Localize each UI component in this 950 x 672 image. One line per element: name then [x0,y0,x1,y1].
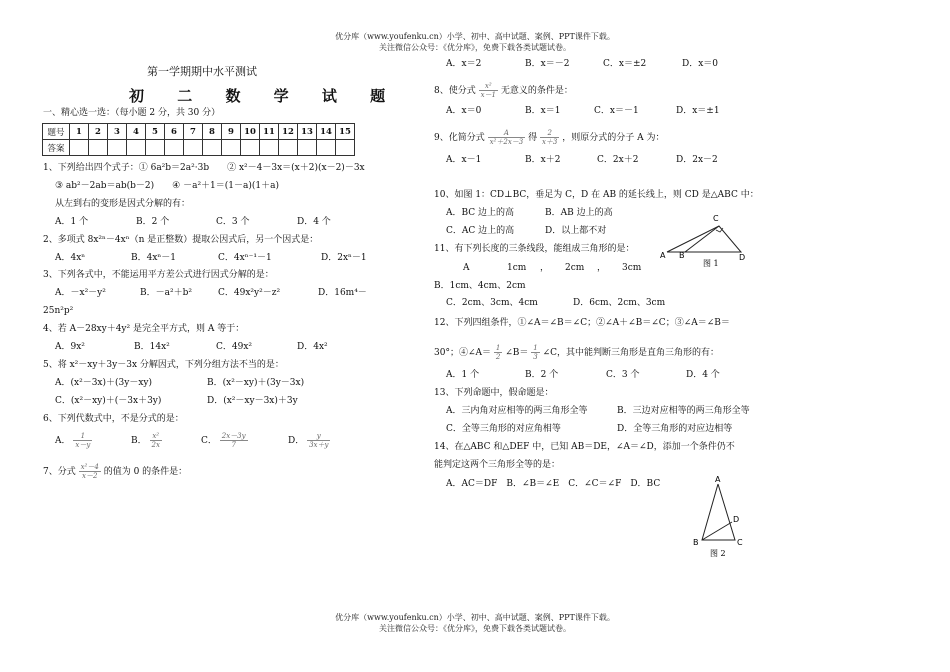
fraction-numerator: 1 [73,432,92,441]
figure-2-caption: 图 2 [710,549,726,558]
option-label: D． [288,436,305,446]
q11-option-b[interactable]: B．1cm、4cm、2cm [434,281,526,291]
fraction-denominator: 2x [151,441,160,449]
question-number: 3 [108,124,127,140]
q11-option-c[interactable]: C．2cm、3cm、4cm [446,298,538,308]
question-1-line-3: 从左到右的变形是因式分解的有： [55,199,191,209]
fraction [307,432,330,449]
question-number: 11 [260,124,279,140]
q5-option-d[interactable]: D．(x²－xy－3x)＋3y [207,396,298,406]
fraction-denominator: x²＋2x－3 [489,138,524,146]
q9-option-a[interactable]: A．x－1 [446,155,482,165]
q11-separator: ， [597,263,607,273]
question-number: 5 [146,124,165,140]
question-1-line-2: ③ ab²－2ab＝ab(b－2) ④ －a²＋1＝(1－a)(1＋a) [55,181,280,191]
answer-cell[interactable] [127,140,146,156]
q13-option-a[interactable]: A．三内角对应相等的两三角形全等 [446,406,588,416]
fraction [73,432,92,449]
q4-option-d[interactable]: D．4x² [297,342,328,352]
q3-option-d[interactable]: D．16m⁴－ [318,288,367,298]
q12-suffix: ∠C，其中能判断三角形是直角三角形的有： [542,348,720,358]
question-6: 6、下列代数式中，不是分式的是： [43,414,184,424]
q1-option-c[interactable]: C．3 个 [216,217,250,227]
q1-option-b[interactable]: B．2 个 [136,217,170,227]
question-4: 4、若 A－28xy＋4y² 是完全平方式，则 A 等于： [43,324,245,334]
q8-option-c[interactable]: C．x＝－1 [594,106,639,116]
q6-option-c[interactable] [201,432,248,449]
q8-suffix: 无意义的条件是： [500,86,573,96]
footer-line-1: 优分库（www.youfenku.cn）小学、初中、高中试题、案例、PPT课件下载。 [335,613,615,622]
figure-2-label-d: D [733,515,740,524]
q8-option-d[interactable]: D．x＝±1 [676,106,720,116]
fraction-denominator: x－y [75,441,91,449]
answer-cell[interactable] [203,140,222,156]
fraction-numerator: x² [479,82,498,91]
answer-cell[interactable] [336,140,355,156]
fraction-denominator: 3x＋y [309,441,329,449]
fraction [479,82,498,99]
fraction-numerator: A [488,129,526,138]
q11-separator: ， [540,263,550,273]
answer-cell[interactable] [184,140,203,156]
answer-cell[interactable] [165,140,184,156]
answer-row-label: 答案 [43,140,70,156]
q9-option-b[interactable]: B．x＋2 [525,155,561,165]
option-label: B． [131,436,147,446]
answer-cell[interactable] [317,140,336,156]
answer-cell[interactable] [222,140,241,156]
q9-middle: 得 [528,133,538,143]
question-5: 5、将 x²－xy＋3y－3x 分解因式，下列分组方法不当的是： [43,360,284,370]
answer-cell[interactable] [260,140,279,156]
figure-1-label-c: C [713,214,719,223]
answer-cell[interactable] [89,140,108,156]
question-12-line-1: 12、下列四组条件，①∠A＝∠B＝∠C；②∠A＋∠B＝∠C；③∠A＝∠B＝ [434,318,730,328]
q11-option-a-length-1: 1cm [507,263,527,273]
exam-subtitle: 初 二 数 学 试 题 [129,87,400,105]
question-number: 10 [241,124,260,140]
q6-option-d[interactable] [288,432,330,449]
fraction [531,344,539,361]
q2-option-c[interactable]: C．4xⁿ⁻¹－1 [218,253,272,263]
q10-option-d[interactable]: D．以上都不对 [545,226,607,236]
fraction-numerator: 1 [495,344,501,352]
section-heading: 一、精心选一选：（每小题 2 分，共 30 分） [43,108,221,118]
q12-option-d[interactable]: D．4 个 [686,370,720,380]
fraction [220,432,248,449]
figure-2-label-c: C [737,538,743,547]
answer-cell[interactable] [70,140,89,156]
answer-cell[interactable] [241,140,260,156]
question-number: 15 [336,124,355,140]
fraction [150,432,162,449]
option-label: A． [55,436,71,446]
fraction [540,129,559,146]
question-number: 9 [222,124,241,140]
q6-option-a[interactable] [55,432,92,449]
q14-options[interactable]: A．AC＝DF B．∠B＝∠E C．∠C＝∠F D．BC [446,479,661,489]
footer-line-2: 关注微信公众号：《优分库》，免费下载各类试题试卷。 [379,624,571,633]
q4-option-c[interactable]: C．49x² [216,342,253,352]
question-2: 2、多项式 8x²ⁿ－4xⁿ（n 是正整数）提取公因式后，另一个因式是： [43,235,319,245]
q7-option-a[interactable]: A．x＝2 [446,59,482,69]
question-8 [434,82,573,99]
fraction-denominator: x－1 [480,91,497,99]
q5-option-b[interactable]: B．(x²－xy)＋(3y－3x) [207,378,305,388]
answer-cell[interactable] [146,140,165,156]
q9-prefix: 9、化简分式 [434,133,485,143]
question-14-line-1: 14、在△ABC 和△DEF 中，已知 AB＝DE，∠A＝∠D，添加一个条件仍不 [434,442,735,452]
q13-option-d[interactable]: D．全等三角形的对应边相等 [617,424,733,434]
q12-prefix: 30°；④∠A＝ [434,348,491,358]
q13-option-c[interactable]: C．全等三角形的对应角相等 [446,424,561,434]
q2-option-b[interactable]: B．4xⁿ－1 [131,253,177,263]
q1-option-a[interactable]: A．1 个 [55,217,89,227]
answer-table-header-label: 题号 [43,124,70,140]
question-number: 7 [184,124,203,140]
q12-option-c[interactable]: C．3 个 [606,370,640,380]
question-7 [43,463,187,480]
question-10: 10、如图 1：CD⊥BC，垂足为 C，D 在 AB 的延长线上，则 CD 是△ABC 中： [434,190,759,200]
q11-option-d[interactable]: D．6cm、2cm、3cm [573,298,666,308]
q13-option-b[interactable]: B．三边对应相等的两三角形全等 [617,406,750,416]
question-12-line-2 [434,344,719,361]
q4-option-b[interactable]: B．14x² [134,342,170,352]
fraction-denominator: 7 [231,441,236,449]
q3-option-b[interactable]: B．－a²＋b² [140,288,192,298]
answer-table [42,123,355,156]
q5-option-c[interactable]: C．(x²－xy)＋(－3x＋3y) [55,396,162,406]
question-9 [434,129,665,146]
q3-option-a[interactable]: A．－x²－y² [55,288,106,298]
q2-option-d[interactable]: D．2xⁿ－1 [321,253,367,263]
fraction-numerator: x² [150,432,162,441]
question-number: 13 [298,124,317,140]
q10-option-a[interactable]: A．BC 边上的高 [446,208,515,218]
fraction-numerator: x²－4 [80,463,99,471]
question-number: 1 [70,124,89,140]
q2-option-a[interactable]: A．4xⁿ [55,253,86,263]
q5-option-a[interactable]: A．(x²－3x)＋(3y－xy) [55,378,153,388]
answer-cell[interactable] [108,140,127,156]
q9-suffix: ，则原分式的分子 A 为： [562,133,665,143]
q6-option-b[interactable] [131,432,162,449]
q7-suffix: 的值为 0 的条件是： [103,467,188,477]
figure-1-label-a: A [660,251,666,260]
q4-option-a[interactable]: A．9x² [55,342,85,352]
figure-1-caption: 图 1 [703,259,719,268]
fraction [488,129,526,146]
fraction-numerator: y [307,432,330,441]
figure-1-label-d: D [739,253,746,262]
option-label: C． [201,436,217,446]
question-1-line-1: 1、下列给出四个式子：① 6a²b＝2a²·3b ② x²－4－3x＝(x＋2)(x－2)－3x [43,163,365,173]
q7-option-b[interactable]: B．x＝－2 [525,59,570,69]
question-number: 12 [279,124,298,140]
question-3: 3、下列各式中，不能运用平方差公式进行因式分解的是： [43,270,274,280]
q10-option-b[interactable]: B．AB 边上的高 [545,208,613,218]
fraction-denominator: x－2 [82,472,98,480]
fraction-numerator: 2x－3y [221,432,246,440]
q3-option-d-continued: 25n²p² [43,306,74,316]
exam-title: 第一学期期中水平测试 [147,65,257,78]
answer-cell[interactable] [298,140,317,156]
header-line-1: 优分库（www.youfenku.cn）小学、初中、高中试题、案例、PPT课件下载。 [335,32,615,41]
question-number: 8 [203,124,222,140]
question-number: 14 [317,124,336,140]
q7-prefix: 7、分式 [43,467,76,477]
q7-option-c[interactable]: C．x＝±2 [603,59,647,69]
header-line-2: 关注微信公众号：《优分库》，免费下载各类试题试卷。 [379,43,571,52]
q12-middle: ∠B＝ [505,348,529,358]
fraction-denominator: 3 [533,353,538,361]
answer-cell[interactable] [279,140,298,156]
question-11: 11、有下列长度的三条线段，能组成三角形的是： [434,244,635,254]
q11-option-a-length-2: 2cm [565,263,585,273]
q7-option-d[interactable]: D．x＝0 [682,59,719,69]
fraction-numerator: 1 [533,344,538,352]
q8-prefix: 8、使分式 [434,86,476,96]
fraction-denominator: 2 [495,353,501,361]
q9-option-d[interactable]: D．2x－2 [676,155,718,165]
question-number: 6 [165,124,184,140]
figure-2-label-b: B [693,538,699,547]
q8-option-a[interactable]: A．x＝0 [446,106,482,116]
q3-option-c[interactable]: C．49x²y²－z² [218,288,281,298]
q11-option-a-label[interactable]: A [463,263,470,273]
question-number: 2 [89,124,108,140]
question-13: 13、下列命题中，假命题是： [434,388,554,398]
figure-1-triangle [655,210,775,272]
q1-option-d[interactable]: D．4 个 [297,217,331,227]
figure-2-triangle [690,472,760,558]
fraction [79,463,101,480]
q12-option-b[interactable]: B．2 个 [525,370,559,380]
q11-option-a-length-3: 3cm [622,263,642,273]
q10-option-c[interactable]: C．AC 边上的高 [446,226,515,236]
q12-option-a[interactable]: A．1 个 [446,370,480,380]
fraction-numerator: 2 [540,129,559,138]
question-number: 4 [127,124,146,140]
question-14-line-2: 能判定这两个三角形全等的是： [434,460,561,470]
fraction-denominator: x＋3 [541,138,558,146]
q8-option-b[interactable]: B．x＝1 [525,106,561,116]
figure-1-label-b: B [679,251,685,260]
q9-option-c[interactable]: C．2x＋2 [597,155,639,165]
fraction [494,344,502,361]
figure-2-label-a: A [715,475,721,484]
